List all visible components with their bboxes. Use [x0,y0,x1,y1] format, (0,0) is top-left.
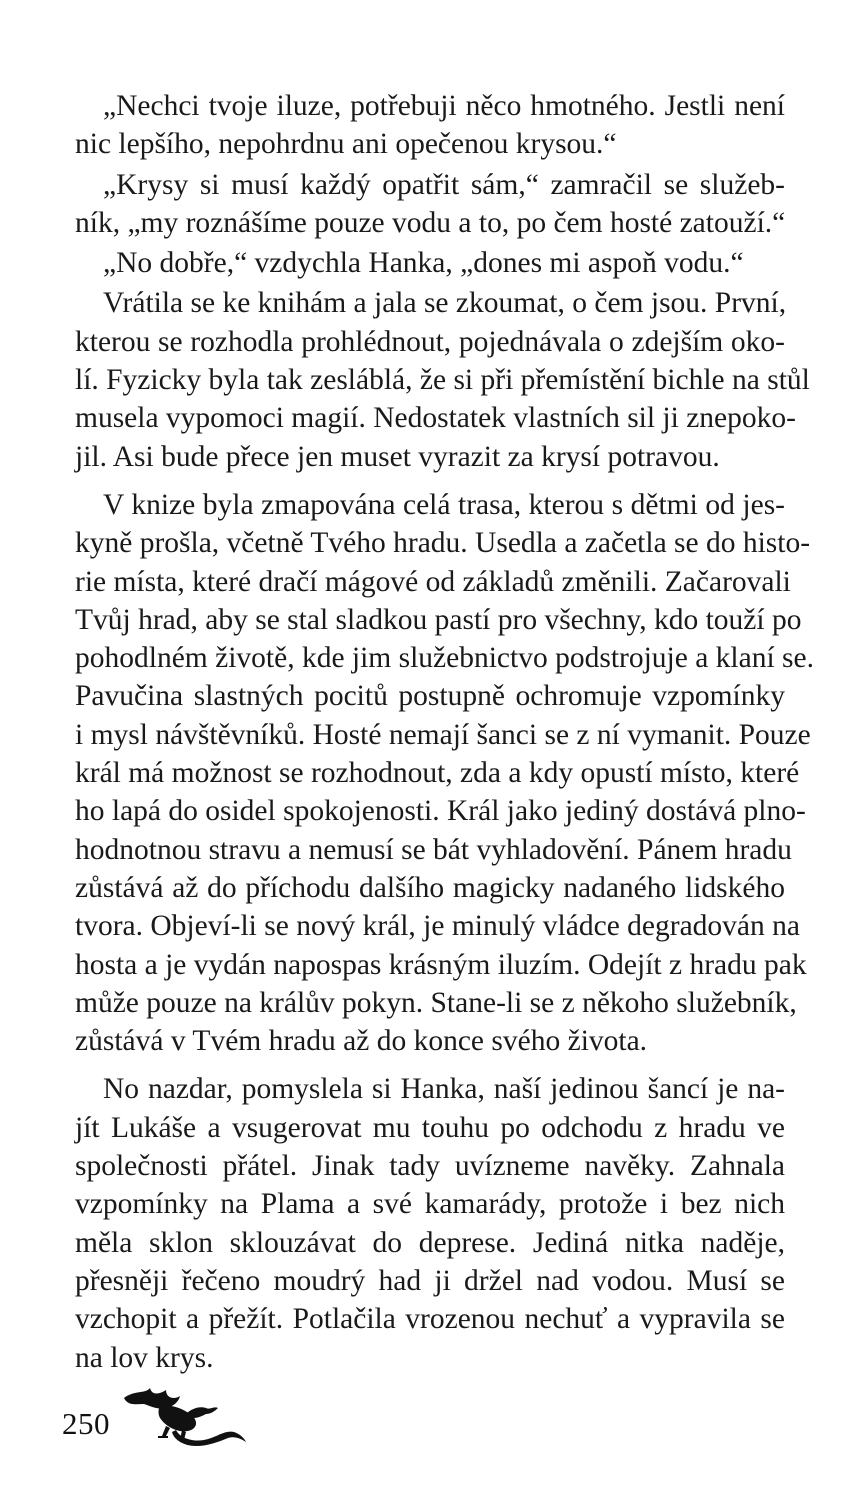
text-line: Pavučina slastných pocitů postupně ochromuje vzpomínky [75,680,785,713]
text-line: měla sklon sklouzávat do deprese. Jediná nitka naděje, [75,1226,785,1259]
text-line: V knize byla zmapována celá trasa, kterou s dětmi od jes- [103,488,785,521]
paragraph-3 [75,244,785,282]
text-line: ník, „my roznášíme pouze vodu a to, po čem hosté zatouží.“ [75,206,786,239]
text-line: „No dobře,“ vzdychla Hanka, „dones mi aspoň vodu.“ [103,247,744,280]
text-line: rie místa, které dračí mágové od základů změnili. Začarovali [75,565,791,598]
page-number: 250 [62,1406,110,1441]
dragon-icon [120,1384,250,1448]
text-line: ho lapá do osidel spokojenosti. Král jako jediný dostává plno- [75,795,806,828]
text-line: zůstává v Tvém hradu až do konce svého života. [75,1025,648,1058]
text-line: hosta a je vydán napospas krásným iluzím. Odejít z hradu pak [75,948,807,981]
text-line: kterou se rozhodla prohlédnout, pojednávala o zdejším oko- [75,325,785,358]
text-line: může pouze na králův pokyn. Stane-li se z někoho služebník, [75,986,797,1019]
text-line: přesněji řečeno moudrý had ji držel nad vodou. Musí se [75,1264,785,1297]
paragraph-5 [75,486,814,1060]
text-line: nic lepšího, nepohrdnu ani opečenou krysou.“ [75,128,617,161]
page-body [75,87,814,1377]
text-line: na lov krys. [75,1341,214,1374]
text-line: musela vypomoci magií. Nedostatek vlastních sil ji znepoko- [75,402,796,435]
text-line: i mysl návštěvníků. Hosté nemají šanci se z ní vymanit. Pouze [75,718,811,751]
paragraph-6 [75,1070,785,1376]
text-line: No nazdar, pomyslela si Hanka, naší jedinou šancí je na- [103,1073,785,1106]
text-line: král má možnost se rozhodnout, zda a kdy opustí místo, které [75,757,800,790]
text-line: kyně prošla, včetně Tvého hradu. Usedla a začetla se do histo- [75,527,811,560]
text-line: vzpomínky na Plama a své kamarády, protože i bez nich [75,1188,785,1221]
text-line: hodnotnou stravu a nemusí se bát vyhladovění. Pánem hradu [75,833,792,866]
page-footer [62,1384,262,1454]
text-line: společnosti přátel. Jinak tady uvízneme navěky. Zahnala [75,1150,785,1183]
text-line: lí. Fyzicky byla tak zesláblá, že si při přemístění bichle na stůl [75,364,810,397]
text-line: zůstává až do příchodu dalšího magicky nadaného lidského [75,871,785,904]
text-line: Vrátila se ke knihám a jala se zkoumat, o čem jsou. První, [103,287,787,320]
text-line: „Nechci tvoje iluze, potřebuji něco hmotného. Jestli není [103,90,785,122]
text-line: vzchopit a přežít. Potlačila vrozenou nechuť a vypravila se [75,1303,785,1336]
text-line: jil. Asi bude přece jen muset vyrazit za krysí potravou. [75,440,720,473]
text-line: pohodlném životě, kde jim služebnictvo podstrojuje a klaní se. [75,642,814,675]
paragraph-4 [75,284,810,475]
text-line: Tvůj hrad, aby se stal sladkou pastí pro všechny, kdo touží po [75,603,802,636]
paragraph-2 [75,166,785,243]
paragraph-1 [75,87,785,164]
text-line: „Krysy si musí každý opatřit sám,“ zamračil se služeb- [103,168,785,201]
text-line: tvora. Objeví-li se nový král, je minulý vládce degradován na [75,910,800,943]
text-line: jít Lukáše a vsugerovat mu touhu po odchodu z hradu ve [75,1111,785,1144]
